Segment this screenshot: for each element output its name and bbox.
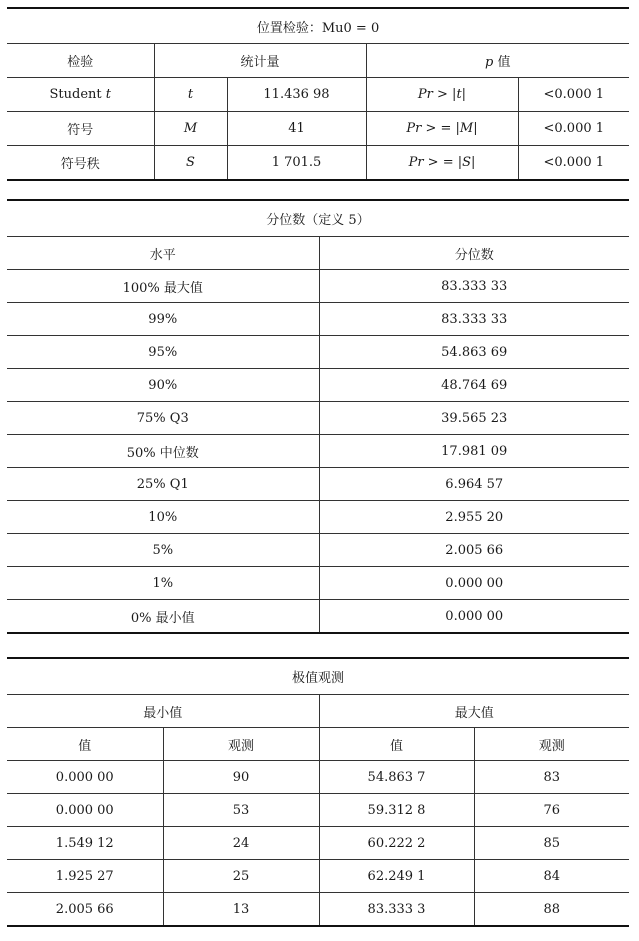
min-obs: 13 [163,893,319,927]
quantile-level: 25% Q1 [7,468,319,501]
extremes-title: 极值观测 [7,658,629,695]
extremes-table [7,657,629,927]
quantiles-table [7,199,629,634]
quantile-value: 2.955 20 [319,501,629,534]
table-row [7,794,629,827]
table-row [7,860,629,893]
table-row [7,501,629,534]
quantile-level: 1% [7,567,319,600]
pr-variable: S [462,155,472,170]
location-test-body [7,8,629,180]
min-obs: 25 [163,860,319,893]
pr-variable: M [459,121,474,136]
statistic-value: 11.436 98 [227,78,366,112]
table-row [7,303,629,336]
table-row [7,146,629,181]
table-row [7,435,629,468]
header-max: 最大值 [319,695,629,728]
quantile-value: 83.333 33 [319,303,629,336]
test-name-plain: Student [49,87,106,102]
header-p-value [366,44,629,78]
test-name-italic: t [105,87,111,102]
quantile-value: 6.964 57 [319,468,629,501]
max-obs: 76 [474,794,629,827]
pr-close: | [461,87,467,102]
p-value: <0.000 1 [518,146,629,181]
pr-label: Pr [417,87,433,102]
pr-variable: t [456,87,462,102]
quantile-value: 0.000 00 [319,600,629,634]
max-obs: 84 [474,860,629,893]
quantile-value: 2.005 66 [319,534,629,567]
pr-close: | [473,121,478,136]
quantile-level: 75% Q3 [7,402,319,435]
quantile-level: 5% [7,534,319,567]
table-row [7,827,629,860]
pr-close: | [471,155,476,170]
quantile-value: 0.000 00 [319,567,629,600]
subheader-max-obs: 观测 [474,728,629,761]
subheader-max-value: 值 [319,728,474,761]
quantile-level: 50% 中位数 [7,435,319,468]
min-value: 0.000 00 [7,794,163,827]
pr-expression [366,78,518,112]
min-obs: 53 [163,794,319,827]
p-value: <0.000 1 [518,112,629,146]
pr-operator: > = | [421,121,460,136]
table-row [7,78,629,112]
header-p-rest: 值 [493,55,511,70]
min-value: 2.005 66 [7,893,163,927]
location-test-title: 位置检验：Mu0 = 0 [7,8,629,44]
min-obs: 90 [163,761,319,794]
max-value: 60.222 2 [319,827,474,860]
quantile-level: 99% [7,303,319,336]
table-row [7,468,629,501]
pr-expression [366,112,518,146]
max-value: 62.249 1 [319,860,474,893]
table-row [7,369,629,402]
table-row [7,534,629,567]
pr-label: Pr [408,155,424,170]
header-quantile: 分位数 [319,237,629,270]
header-test: 检验 [7,44,154,78]
header-min: 最小值 [7,695,319,728]
max-obs: 85 [474,827,629,860]
test-name [7,112,154,146]
pr-operator: > = | [423,155,463,170]
table-row [7,402,629,435]
quantile-value: 48.764 69 [319,369,629,402]
pr-operator: > | [432,87,457,102]
max-obs: 83 [474,761,629,794]
test-name [7,146,154,181]
statistic-symbol: M [154,112,227,146]
quantiles-body [7,200,629,633]
max-value: 83.333 3 [319,893,474,927]
header-statistic: 统计量 [154,44,366,78]
pr-expression [366,146,518,181]
quantile-value: 83.333 33 [319,270,629,303]
quantile-level: 10% [7,501,319,534]
quantile-value: 17.981 09 [319,435,629,468]
table-row [7,112,629,146]
test-name-plain: 符号 [67,123,94,138]
quantile-level: 95% [7,336,319,369]
min-value: 1.925 27 [7,860,163,893]
p-value: <0.000 1 [518,78,629,112]
statistic-symbol: t [154,78,227,112]
subheader-min-obs: 观测 [163,728,319,761]
quantile-value: 54.863 69 [319,336,629,369]
max-value: 54.863 7 [319,761,474,794]
statistic-value: 1 701.5 [227,146,366,181]
min-value: 0.000 00 [7,761,163,794]
header-p-italic: p [485,55,494,70]
quantile-level: 0% 最小值 [7,600,319,634]
quantiles-title: 分位数（定义 5） [7,200,629,237]
table-row [7,336,629,369]
quantile-level: 90% [7,369,319,402]
table-row [7,567,629,600]
max-obs: 88 [474,893,629,927]
table-row [7,761,629,794]
quantile-value: 39.565 23 [319,402,629,435]
table-row [7,270,629,303]
quantile-level: 100% 最大值 [7,270,319,303]
min-value: 1.549 12 [7,827,163,860]
min-obs: 24 [163,827,319,860]
statistic-symbol: S [154,146,227,181]
subheader-min-value: 值 [7,728,163,761]
header-level: 水平 [7,237,319,270]
statistic-value: 41 [227,112,366,146]
table-row [7,893,629,927]
test-name-plain: 符号秩 [60,157,100,172]
location-test-table [7,7,629,181]
max-value: 59.312 8 [319,794,474,827]
pr-label: Pr [406,121,422,136]
table-row [7,600,629,634]
extremes-body [7,658,629,926]
test-name [7,78,154,112]
